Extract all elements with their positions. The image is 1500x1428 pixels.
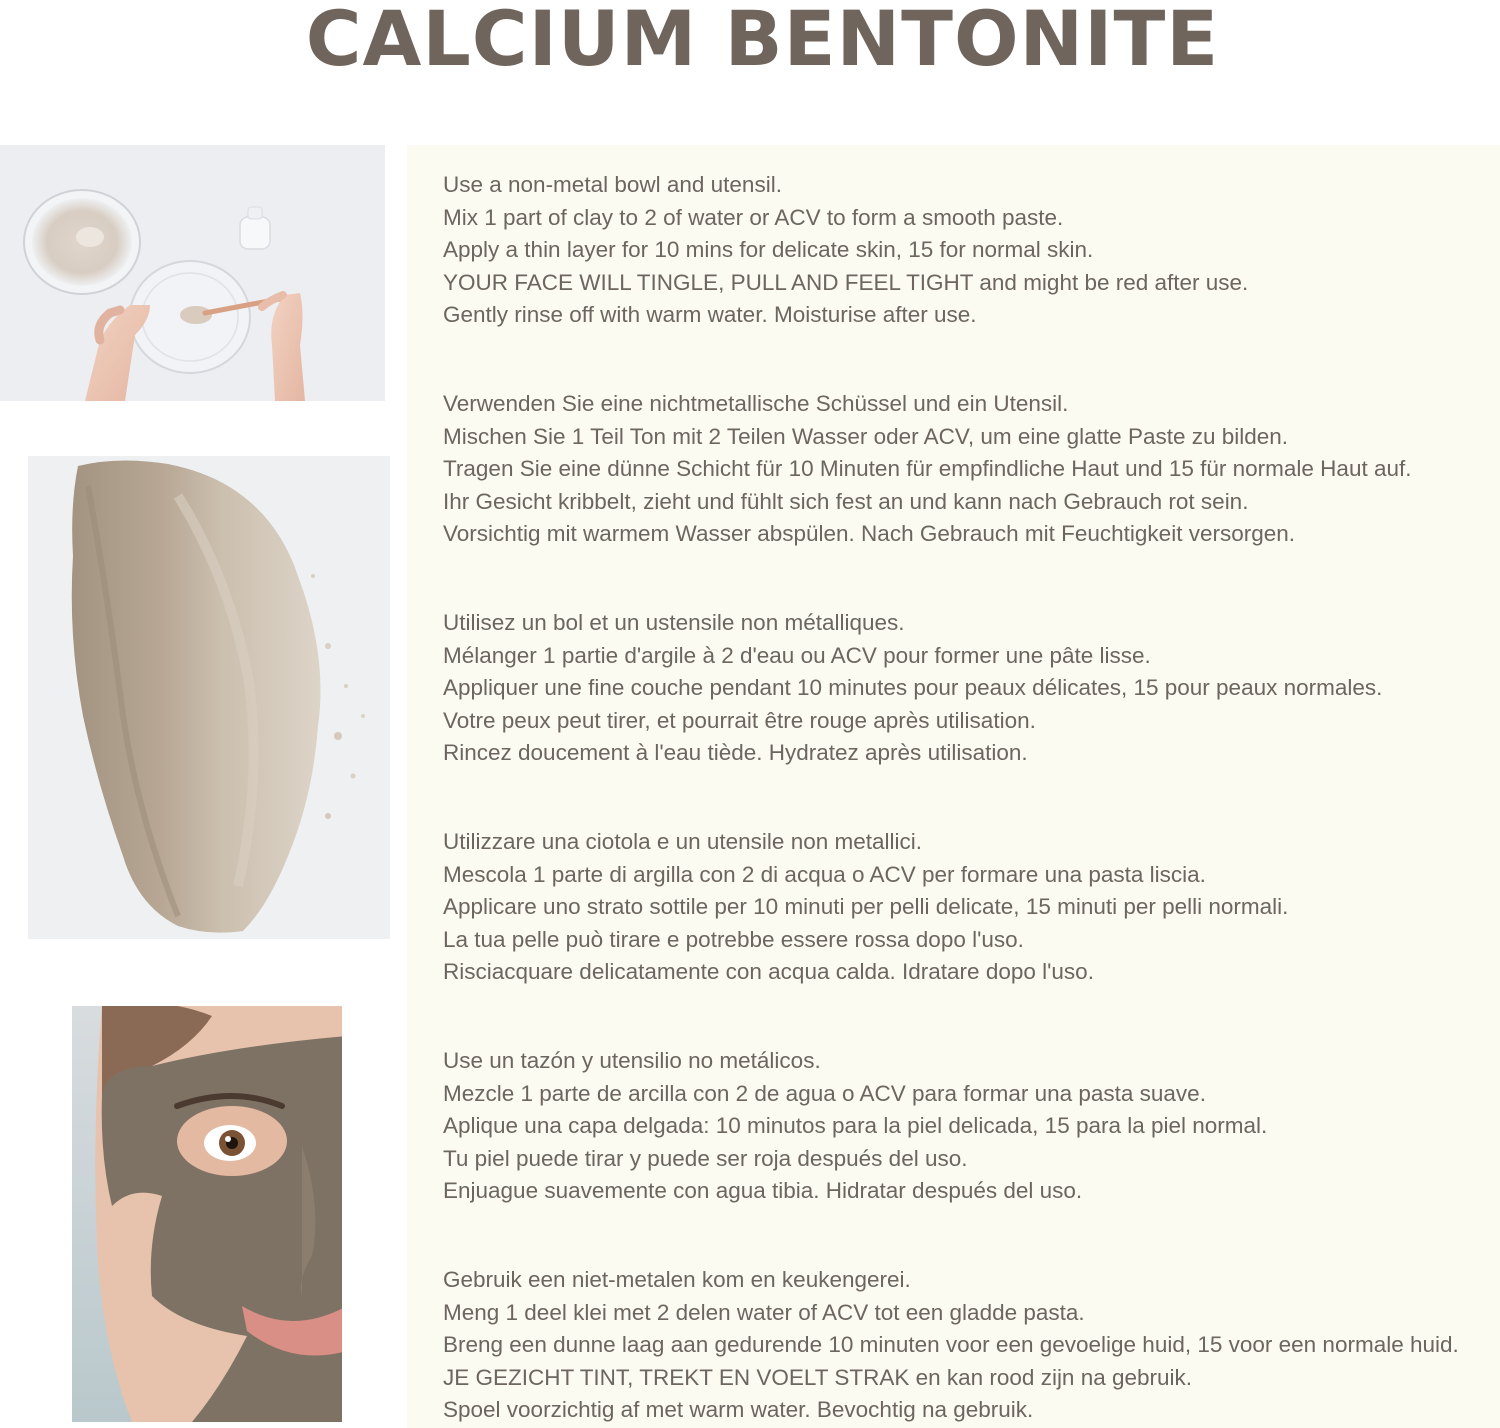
instructions-french [443,607,1382,770]
instructions-german [443,388,1412,551]
instruction-line: YOUR FACE WILL TINGLE, PULL AND FEEL TIGHT and might be red after use. [443,269,1249,295]
instruction-line: Vorsichtig mit warmem Wasser abspülen. Nach Gebrauch mit Feuchtigkeit versorgen. [443,521,1296,547]
instruction-line: Utilizzare una ciotola e un utensile non metallici. [443,829,923,854]
instruction-line: Tragen Sie eine dünne Schicht für 10 Minuten für empfindliche Haut und 15 für normale Haut auf. [443,456,1412,482]
hands-mixing-clay-image [0,145,385,401]
instruction-line: Rincez doucement à l'eau tiède. Hydratez après utilisation. [443,740,1028,766]
instruction-line: Votre peux peut tirer, et pourrait être rouge après utilisation. [443,707,1036,733]
instruction-line: Appliquer une fine couche pendant 10 minutes pour peaux délicates, 15 pour peaux normales. [443,675,1383,701]
page-title: CALCIUM BENTONITE [305,0,1220,83]
instruction-line: Aplique una capa delgada: 10 minutos para la piel delicada, 15 para la piel normal. [443,1113,1268,1139]
instruction-line: Mischen Sie 1 Teil Ton mit 2 Teilen Wasser oder ACV, um eine glatte Paste zu bilden. [443,423,1289,449]
instruction-line: La tua pelle può tirare e potrebbe essere rossa dopo l'uso. [443,926,1024,952]
instruction-line: Use a non-metal bowl and utensil. [443,172,782,197]
face-mask-image [72,1006,347,1422]
instructions-english [443,169,1248,332]
instruction-line: Apply a thin layer for 10 mins for delicate skin, 15 for normal skin. [443,237,1094,263]
instruction-line: Use un tazón y utensilio no metálicos. [443,1048,821,1073]
instruction-line: Utilisez un bol et un ustensile non métalliques. [443,610,905,635]
instruction-line: Tu piel puede tirar y puede ser roja después del uso. [443,1145,968,1171]
instructions-text-column [443,0,1500,1428]
instructions-spanish [443,1045,1267,1208]
instructions-dutch [443,1264,1459,1427]
instruction-line: Enjuague suavemente con agua tibia. Hidratar después del uso. [443,1178,1083,1204]
instruction-line: Spoel voorzichtig af met warm water. Bevochtig na gebruik. [443,1397,1034,1423]
instruction-line: Mélanger 1 partie d'argile à 2 d'eau ou ACV pour former une pâte lisse. [443,642,1151,668]
instruction-line: Gently rinse off with warm water. Moisturise after use. [443,302,977,328]
instruction-line: Meng 1 deel klei met 2 delen water of ACV tot een gladde pasta. [443,1299,1085,1325]
instruction-line: Mezcle 1 parte de arcilla con 2 de agua o ACV para formar una pasta suave. [443,1080,1206,1106]
instruction-line: Risciacquare delicatamente con acqua calda. Idratare dopo l'uso. [443,959,1094,985]
instruction-line: Mescola 1 parte di argilla con 2 di acqua o ACV per formare una pasta liscia. [443,861,1206,887]
instruction-line: Applicare uno strato sottile per 10 minuti per pelli delicate, 15 minuti per pelli normali. [443,894,1289,920]
instruction-line: JE GEZICHT TINT, TREKT EN VOELT STRAK en kan rood zijn na gebruik. [443,1364,1193,1390]
instruction-line: Breng een dunne laag aan gedurende 10 minuten voor een gevoelige huid, 15 voor een normale huid. [443,1332,1459,1358]
instruction-line: Mix 1 part of clay to 2 of water or ACV to form a smooth paste. [443,204,1064,230]
instructions-italian [443,826,1288,989]
clay-smear-image [28,456,390,939]
instruction-line: Verwenden Sie eine nichtmetallische Schüssel und ein Utensil. [443,391,1069,416]
instruction-line: Gebruik een niet-metalen kom en keukengerei. [443,1267,911,1292]
instruction-line: Ihr Gesicht kribbelt, zieht und fühlt sich fest an und kann nach Gebrauch rot sein. [443,488,1249,514]
